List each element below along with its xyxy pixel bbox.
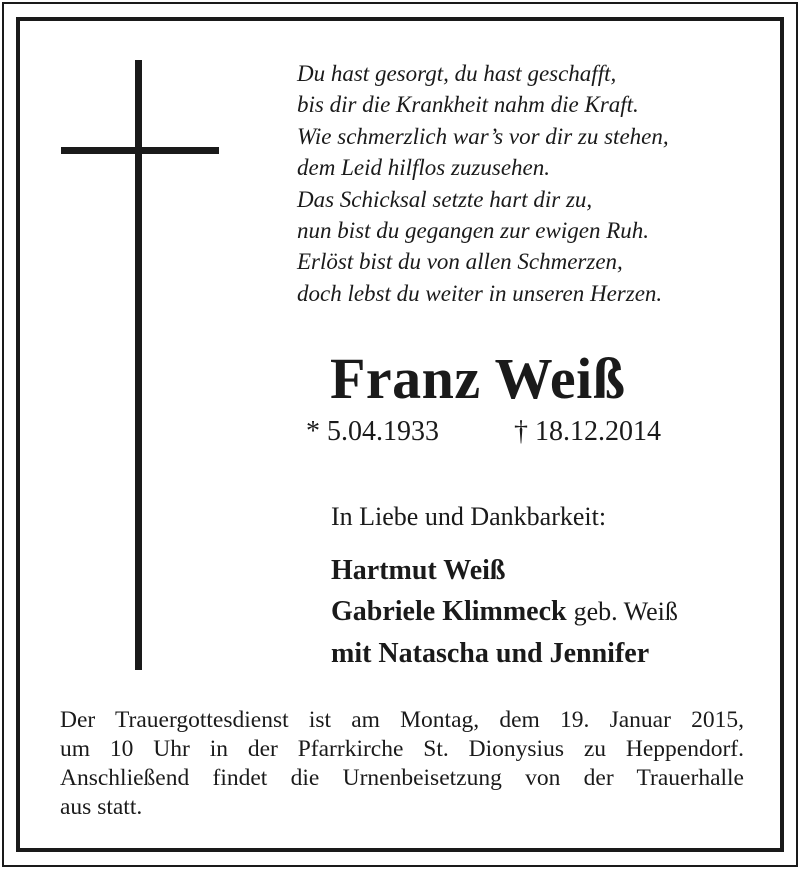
dedication-line: In Liebe und Dankbarkeit: [331,502,607,531]
poem-line: doch lebst du weiter in unseren Herzen. [297,280,663,306]
service-line: Anschließend findet die Urnenbeisetzung von der Trauerhalle [60,765,744,791]
memorial-poem [297,58,767,309]
death-date: † 18.12.2014 [514,416,661,447]
mourner-name: mit Natascha und Jennifer [331,638,650,669]
deceased-name: Franz Weiß [330,346,626,411]
mourner-entry [331,636,649,672]
mourner-maiden-name: geb. Weiß [573,597,678,626]
service-line: aus statt. [60,794,143,820]
poem-line: Wie schmerzlich war’s vor dir zu stehen, [297,123,669,149]
service-line: Der Trauergottesdienst ist am Montag, dem 19. Januar 2015, [60,707,744,733]
poem-line: bis dir die Krankheit nahm die Kraft. [297,92,639,118]
funeral-service-notice [60,706,744,822]
poem-line: Erlöst bist du von allen Schmerzen, [297,249,623,275]
mourner-entry [331,553,505,589]
poem-line: Das Schicksal setzte hart dir zu, [297,186,593,212]
mourner-entry [331,594,678,630]
cross-horizontal-bar [61,147,219,154]
mourner-name: Hartmut Weiß [331,555,506,586]
poem-line: Du hast gesorgt, du hast geschafft, [297,61,617,86]
poem-line: dem Leid hilflos zuzusehen. [297,155,550,181]
poem-line: nun bist du gegangen zur ewigen Ruh. [297,217,649,243]
birth-date: * 5.04.1933 [306,416,439,447]
mourner-name: Gabriele Klimmeck [331,596,567,627]
service-line: um 10 Uhr in der Pfarrkirche St. Dionysius zu Heppendorf. [60,736,744,762]
